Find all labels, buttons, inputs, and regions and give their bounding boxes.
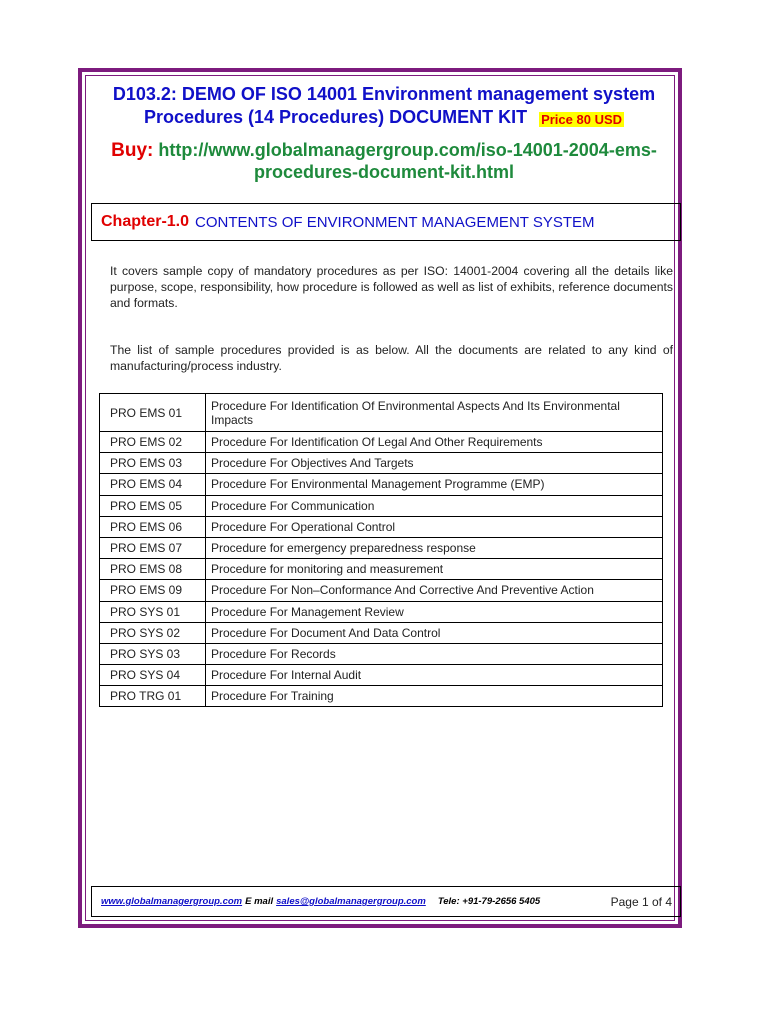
chapter-title: CONTENTS OF ENVIRONMENT MANAGEMENT SYSTEM bbox=[195, 213, 595, 231]
procedure-code-cell: PRO TRG 01 bbox=[100, 686, 206, 707]
table-row bbox=[100, 432, 663, 453]
procedure-code-cell: PRO SYS 03 bbox=[100, 643, 206, 664]
procedure-code-cell: PRO EMS 08 bbox=[100, 559, 206, 580]
buy-line2 bbox=[84, 161, 684, 183]
table-row bbox=[100, 495, 663, 516]
document-title-line1: D103.2: DEMO OF ISO 14001 Environment management system bbox=[112, 84, 656, 104]
procedure-title-cell: Procedure for emergency preparedness response bbox=[206, 537, 663, 558]
procedure-title-cell: Procedure For Communication bbox=[206, 495, 663, 516]
buy-label: Buy: bbox=[111, 140, 154, 161]
table-row bbox=[100, 643, 663, 664]
procedure-code-cell: PRO SYS 04 bbox=[100, 665, 206, 686]
page-number: Page 1 of 4 bbox=[610, 894, 672, 909]
procedure-title-cell: Procedure For Management Review bbox=[206, 601, 663, 622]
table-row bbox=[100, 601, 663, 622]
intro-paragraph: It covers sample copy of mandatory procedures as per ISO: 14001-2004 covering all the details like purpose, scope, responsibility, how procedure is followed as well as list of exhibits, reference documents and formats. bbox=[110, 264, 673, 310]
procedure-title-cell: Procedure For Operational Control bbox=[206, 516, 663, 537]
chapter-number: Chapter-1.0 bbox=[101, 213, 190, 230]
footer-website-link[interactable]: www.globalmanagergroup.com bbox=[101, 896, 243, 907]
footer-email-link[interactable]: sales@globalmanagergroup.com bbox=[276, 896, 426, 907]
procedure-title-cell: Procedure For Non–Conformance And Corrective And Preventive Action bbox=[206, 580, 663, 601]
table-row bbox=[100, 537, 663, 558]
procedure-code-cell: PRO EMS 02 bbox=[100, 432, 206, 453]
procedure-code-cell: PRO EMS 09 bbox=[100, 580, 206, 601]
table-row bbox=[100, 559, 663, 580]
buy-line1 bbox=[84, 139, 684, 162]
table-row bbox=[100, 453, 663, 474]
buy-url-link-part1[interactable]: http://www.globalmanagergroup.com/iso-14001-2004-ems- bbox=[158, 140, 657, 160]
procedure-title-cell: Procedure for monitoring and measurement bbox=[206, 559, 663, 580]
procedure-code-cell: PRO EMS 04 bbox=[100, 474, 206, 495]
procedure-code-cell: PRO EMS 05 bbox=[100, 495, 206, 516]
chapter-heading-box bbox=[91, 203, 681, 241]
table-row bbox=[100, 622, 663, 643]
price-badge: Price 80 USD bbox=[541, 112, 623, 127]
procedure-title-cell: Procedure For Identification Of Legal And Other Requirements bbox=[206, 432, 663, 453]
table-row bbox=[100, 474, 663, 495]
procedure-code-cell: PRO EMS 01 bbox=[100, 394, 206, 432]
procedure-code-cell: PRO EMS 07 bbox=[100, 537, 206, 558]
procedure-title-cell: Procedure For Document And Data Control bbox=[206, 622, 663, 643]
document-title-line2 bbox=[84, 106, 684, 130]
procedure-code-cell: PRO SYS 01 bbox=[100, 601, 206, 622]
table-row bbox=[100, 516, 663, 537]
procedure-title-cell: Procedure For Training bbox=[206, 686, 663, 707]
footer-telephone: Tele: +91-79-2656 5405 bbox=[437, 896, 541, 907]
table-row bbox=[100, 686, 663, 707]
procedure-code-cell: PRO EMS 06 bbox=[100, 516, 206, 537]
procedure-title-cell: Procedure For Objectives And Targets bbox=[206, 453, 663, 474]
procedures-table bbox=[99, 393, 663, 707]
procedure-code-cell: PRO SYS 02 bbox=[100, 622, 206, 643]
procedure-title-cell: Procedure For Identification Of Environmental Aspects And Its Environmental Impacts bbox=[206, 394, 663, 432]
procedure-title-cell: Procedure For Environmental Management Programme (EMP) bbox=[206, 474, 663, 495]
document-title-line2-text: Procedures (14 Procedures) DOCUMENT KIT bbox=[143, 107, 528, 127]
procedure-code-cell: PRO EMS 03 bbox=[100, 453, 206, 474]
list-intro-paragraph: The list of sample procedures provided is as below. All the documents are related to any kind of manufacturing/process industry. bbox=[110, 343, 673, 373]
page-footer bbox=[91, 886, 681, 917]
table-row bbox=[100, 665, 663, 686]
table-row bbox=[100, 394, 663, 432]
table-row bbox=[100, 580, 663, 601]
buy-url-link-part2[interactable]: procedures-document-kit.html bbox=[253, 162, 515, 182]
footer-email-label: E mail bbox=[245, 896, 274, 907]
procedure-title-cell: Procedure For Internal Audit bbox=[206, 665, 663, 686]
procedure-title-cell: Procedure For Records bbox=[206, 643, 663, 664]
